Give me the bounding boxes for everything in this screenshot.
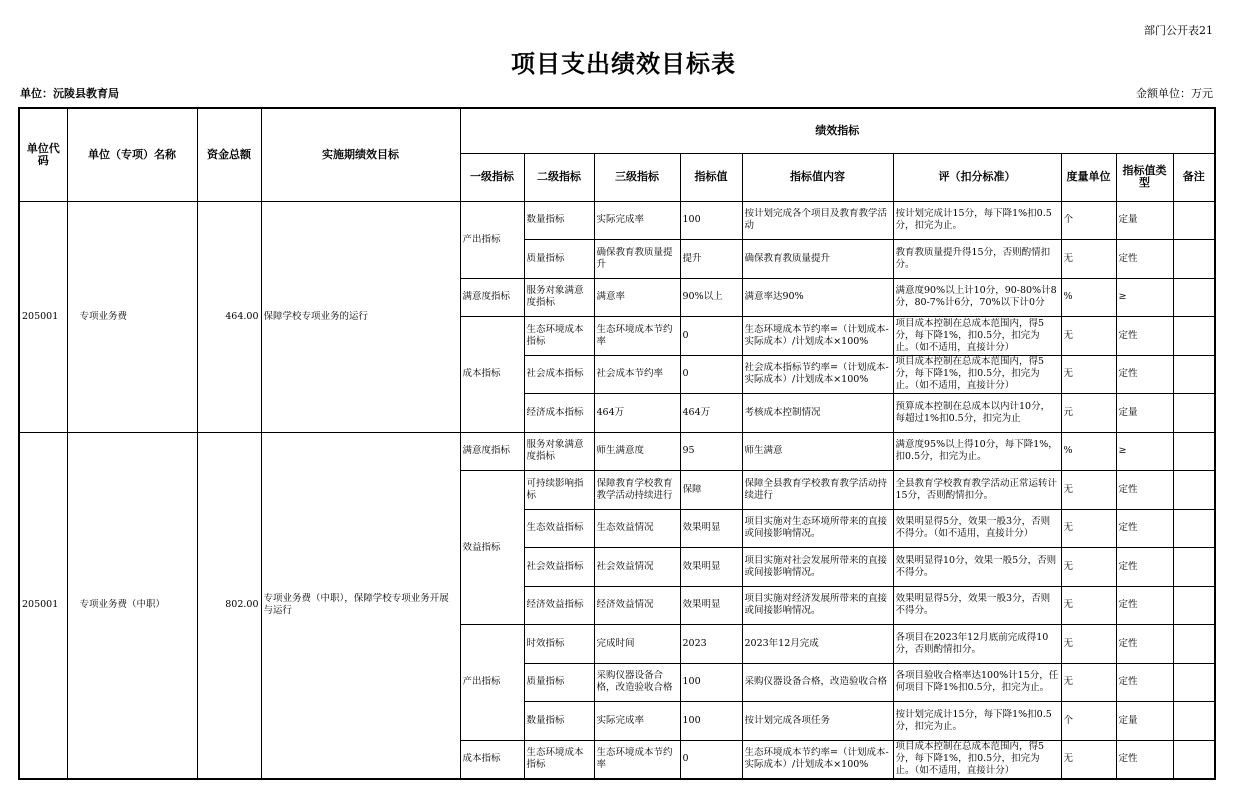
value-cell: 效果明显: [680, 548, 742, 587]
score-cell: 按计划完成计15分，每下降1%扣0.5分，扣完为止。: [893, 702, 1061, 741]
unit-code-cell: 205001: [19, 432, 67, 779]
measure-cell: 个: [1061, 702, 1116, 741]
content-cell: 保障全县教育学校教育教学活动持续进行: [742, 471, 893, 510]
measure-cell: 无: [1061, 548, 1116, 587]
level2-cell: 生态环境成本指标: [524, 740, 594, 779]
score-cell: 教育教质量提升得15分，否则酌情扣分。: [893, 240, 1061, 279]
remark-cell: [1173, 548, 1215, 587]
level2-cell: 经济效益指标: [524, 586, 594, 625]
remark-cell: [1173, 394, 1215, 433]
unit-code-cell: 205001: [19, 201, 67, 432]
total-funds-cell: 464.00: [197, 201, 261, 432]
value-cell: 0: [680, 740, 742, 779]
level3-cell: 实际完成率: [594, 201, 680, 240]
page-title: 项目支出绩效目标表: [511, 50, 736, 78]
remark-cell: [1173, 663, 1215, 702]
level3-cell: 确保教育教质量提升: [594, 240, 680, 279]
level3-cell: 社会成本节约率: [594, 355, 680, 394]
level2-cell: 社会效益指标: [524, 548, 594, 587]
score-cell: 效果明显得10分，效果一般5分，否则不得分。: [893, 548, 1061, 587]
col-unit-code: 单位代码: [19, 108, 67, 201]
remark-cell: [1173, 471, 1215, 510]
level3-cell: 满意率: [594, 278, 680, 317]
level3-cell: 保障教育学校教育教学活动持续进行: [594, 471, 680, 510]
value-cell: 100: [680, 201, 742, 240]
content-cell: 按计划完成各项任务: [742, 702, 893, 741]
level2-cell: 生态效益指标: [524, 509, 594, 548]
col-total-funds: 资金总额: [197, 108, 261, 201]
unit-name-cell: 专项业务费（中职）: [67, 432, 197, 779]
total-funds-cell: 802.00: [197, 432, 261, 779]
level2-cell: 经济成本指标: [524, 394, 594, 433]
level1-cell: 满意度指标: [460, 432, 524, 471]
type-cell: 定性: [1116, 355, 1173, 394]
table-body: [19, 201, 1215, 779]
score-cell: 项目成本控制在总成本范围内，得5分，每下降1%，扣0.5分，扣完为止。（如不适用，直接计分）: [893, 317, 1061, 356]
col-value: 指标值: [680, 153, 742, 201]
remark-cell: [1173, 355, 1215, 394]
score-cell: 项目成本控制在总成本范围内，得5分，每下降1%，扣0.5分，扣完为止。（如不适用，直接计分）: [893, 355, 1061, 394]
level3-cell: 完成时间: [594, 625, 680, 664]
level1-cell: 满意度指标: [460, 278, 524, 317]
level3-cell: 实际完成率: [594, 702, 680, 741]
level1-cell: 产出指标: [460, 201, 524, 278]
remark-cell: [1173, 240, 1215, 279]
score-cell: 效果明显得5分，效果一般3分，否则不得分。: [893, 586, 1061, 625]
content-cell: 2023年12月完成: [742, 625, 893, 664]
remark-cell: [1173, 201, 1215, 240]
type-cell: 定性: [1116, 240, 1173, 279]
remark-cell: [1173, 278, 1215, 317]
col-content: 指标值内容: [742, 153, 893, 201]
goal-cell: 专项业务费（中职），保障学校专项业务开展与运行: [261, 432, 460, 779]
content-cell: 满意率达90%: [742, 278, 893, 317]
col-level3: 三级指标: [594, 153, 680, 201]
col-level2: 二级指标: [524, 153, 594, 201]
score-cell: 项目成本控制在总成本范围内，得5分，每下降1%，扣0.5分，扣完为止。（如不适用，直接计分）: [893, 740, 1061, 779]
content-cell: 社会成本指标节约率=（计划成本-实际成本）/计划成本×100%: [742, 355, 893, 394]
goal-cell: 保障学校专项业务的运行: [261, 201, 460, 432]
value-cell: 90%以上: [680, 278, 742, 317]
measure-cell: 无: [1061, 355, 1116, 394]
col-measure: 度量单位: [1061, 153, 1116, 201]
level2-cell: 服务对象满意度指标: [524, 278, 594, 317]
measure-cell: 元: [1061, 394, 1116, 433]
value-cell: 效果明显: [680, 586, 742, 625]
value-cell: 95: [680, 432, 742, 471]
remark-cell: [1173, 702, 1215, 741]
type-cell: 定性: [1116, 317, 1173, 356]
level1-cell: 产出指标: [460, 625, 524, 741]
score-cell: 预算成本控制在总成本以内计10分，每超过1%扣0.5分，扣完为止: [893, 394, 1061, 433]
score-cell: 满意度90%以上计10分，90-80%计8分，80-7%计6分，70%以下计0分: [893, 278, 1061, 317]
col-performance-indicators: 绩效指标: [460, 108, 1215, 153]
content-cell: 项目实施对经济发展所带来的直接或间接影响情况。: [742, 586, 893, 625]
level3-cell: 师生满意度: [594, 432, 680, 471]
remark-cell: [1173, 586, 1215, 625]
content-cell: 项目实施对生态环境所带来的直接或间接影响情况。: [742, 509, 893, 548]
measure-cell: 无: [1061, 240, 1116, 279]
content-cell: 确保教育教质量提升: [742, 240, 893, 279]
level2-cell: 生态环境成本指标: [524, 317, 594, 356]
table-row: [19, 432, 1215, 471]
score-cell: 效果明显得5分，效果一般3分，否则不得分。（如不适用，直接计分）: [893, 509, 1061, 548]
level2-cell: 质量指标: [524, 663, 594, 702]
level3-cell: 生态环境成本节约率: [594, 317, 680, 356]
performance-table: [18, 107, 1216, 780]
measure-cell: 无: [1061, 625, 1116, 664]
level2-cell: 数量指标: [524, 201, 594, 240]
type-cell: 定性: [1116, 509, 1173, 548]
value-cell: 保障: [680, 471, 742, 510]
level2-cell: 质量指标: [524, 240, 594, 279]
score-cell: 各项目验收合格率达100%计15分，任何项目下降1%扣0.5分，扣完为止。: [893, 663, 1061, 702]
content-cell: 项目实施对社会发展所带来的直接或间接影响情况。: [742, 548, 893, 587]
measure-cell: 无: [1061, 586, 1116, 625]
level1-cell: 效益指标: [460, 471, 524, 625]
amount-unit-label: 金额单位：万元: [1136, 87, 1213, 100]
level1-cell: 成本指标: [460, 740, 524, 779]
col-goal: 实施期绩效目标: [261, 108, 460, 201]
level2-cell: 时效指标: [524, 625, 594, 664]
remark-cell: [1173, 625, 1215, 664]
type-cell: 定性: [1116, 471, 1173, 510]
level3-cell: 社会效益情况: [594, 548, 680, 587]
type-cell: 定性: [1116, 625, 1173, 664]
level2-cell: 可持续影响指标: [524, 471, 594, 510]
level3-cell: 生态效益情况: [594, 509, 680, 548]
level3-cell: 采购仪器设备合格，改造验收合格: [594, 663, 680, 702]
value-cell: 效果明显: [680, 509, 742, 548]
measure-cell: %: [1061, 432, 1116, 471]
remark-cell: [1173, 317, 1215, 356]
measure-cell: 无: [1061, 317, 1116, 356]
level3-cell: 生态环境成本节约率: [594, 740, 680, 779]
type-cell: ≥: [1116, 278, 1173, 317]
remark-cell: [1173, 432, 1215, 471]
score-cell: 各项目在2023年12月底前完成得10分，否则酌情扣分。: [893, 625, 1061, 664]
score-cell: 满意度95%以上得10分，每下降1%，扣0.5分，扣完为止。: [893, 432, 1061, 471]
content-cell: 采购仪器设备合格，改造验收合格: [742, 663, 893, 702]
content-cell: 生态环境成本节约率=（计划成本-实际成本）/计划成本×100%: [742, 740, 893, 779]
measure-cell: 无: [1061, 663, 1116, 702]
type-cell: 定量: [1116, 702, 1173, 741]
value-cell: 464万: [680, 394, 742, 433]
value-cell: 提升: [680, 240, 742, 279]
table-row: [19, 201, 1215, 240]
score-cell: 全县教育学校教育教学活动正常运转计15分，否则酌情扣分。: [893, 471, 1061, 510]
value-cell: 100: [680, 702, 742, 741]
type-cell: 定性: [1116, 663, 1173, 702]
content-cell: 按计划完成各个项目及教育教学活动: [742, 201, 893, 240]
score-cell: 按计划完成计15分，每下降1%扣0.5分，扣完为止。: [893, 201, 1061, 240]
type-cell: 定量: [1116, 394, 1173, 433]
col-unit-name: 单位（专项）名称: [67, 108, 197, 201]
value-cell: 2023: [680, 625, 742, 664]
unit-name-cell: 专项业务费: [67, 201, 197, 432]
col-remark: 备注: [1173, 153, 1215, 201]
col-type: 指标值类型: [1116, 153, 1173, 201]
measure-cell: 无: [1061, 471, 1116, 510]
table-number-label: 部门公开表21: [1144, 24, 1213, 37]
content-cell: 师生满意: [742, 432, 893, 471]
type-cell: 定性: [1116, 548, 1173, 587]
content-cell: 生态环境成本节约率=（计划成本-实际成本）/计划成本×100%: [742, 317, 893, 356]
type-cell: ≥: [1116, 432, 1173, 471]
measure-cell: %: [1061, 278, 1116, 317]
measure-cell: 个: [1061, 201, 1116, 240]
value-cell: 0: [680, 355, 742, 394]
type-cell: 定性: [1116, 586, 1173, 625]
col-score: 评（扣分标准）: [893, 153, 1061, 201]
level3-cell: 经济效益情况: [594, 586, 680, 625]
level2-cell: 服务对象满意度指标: [524, 432, 594, 471]
measure-cell: 无: [1061, 509, 1116, 548]
remark-cell: [1173, 509, 1215, 548]
value-cell: 0: [680, 317, 742, 356]
col-level1: 一级指标: [460, 153, 524, 201]
type-cell: 定性: [1116, 740, 1173, 779]
content-cell: 考核成本控制情况: [742, 394, 893, 433]
remark-cell: [1173, 740, 1215, 779]
level1-cell: 成本指标: [460, 317, 524, 433]
level2-cell: 社会成本指标: [524, 355, 594, 394]
type-cell: 定量: [1116, 201, 1173, 240]
level2-cell: 数量指标: [524, 702, 594, 741]
level3-cell: 464万: [594, 394, 680, 433]
measure-cell: 无: [1061, 740, 1116, 779]
unit-label: 单位：沅陵县教育局: [20, 87, 119, 100]
value-cell: 100: [680, 663, 742, 702]
